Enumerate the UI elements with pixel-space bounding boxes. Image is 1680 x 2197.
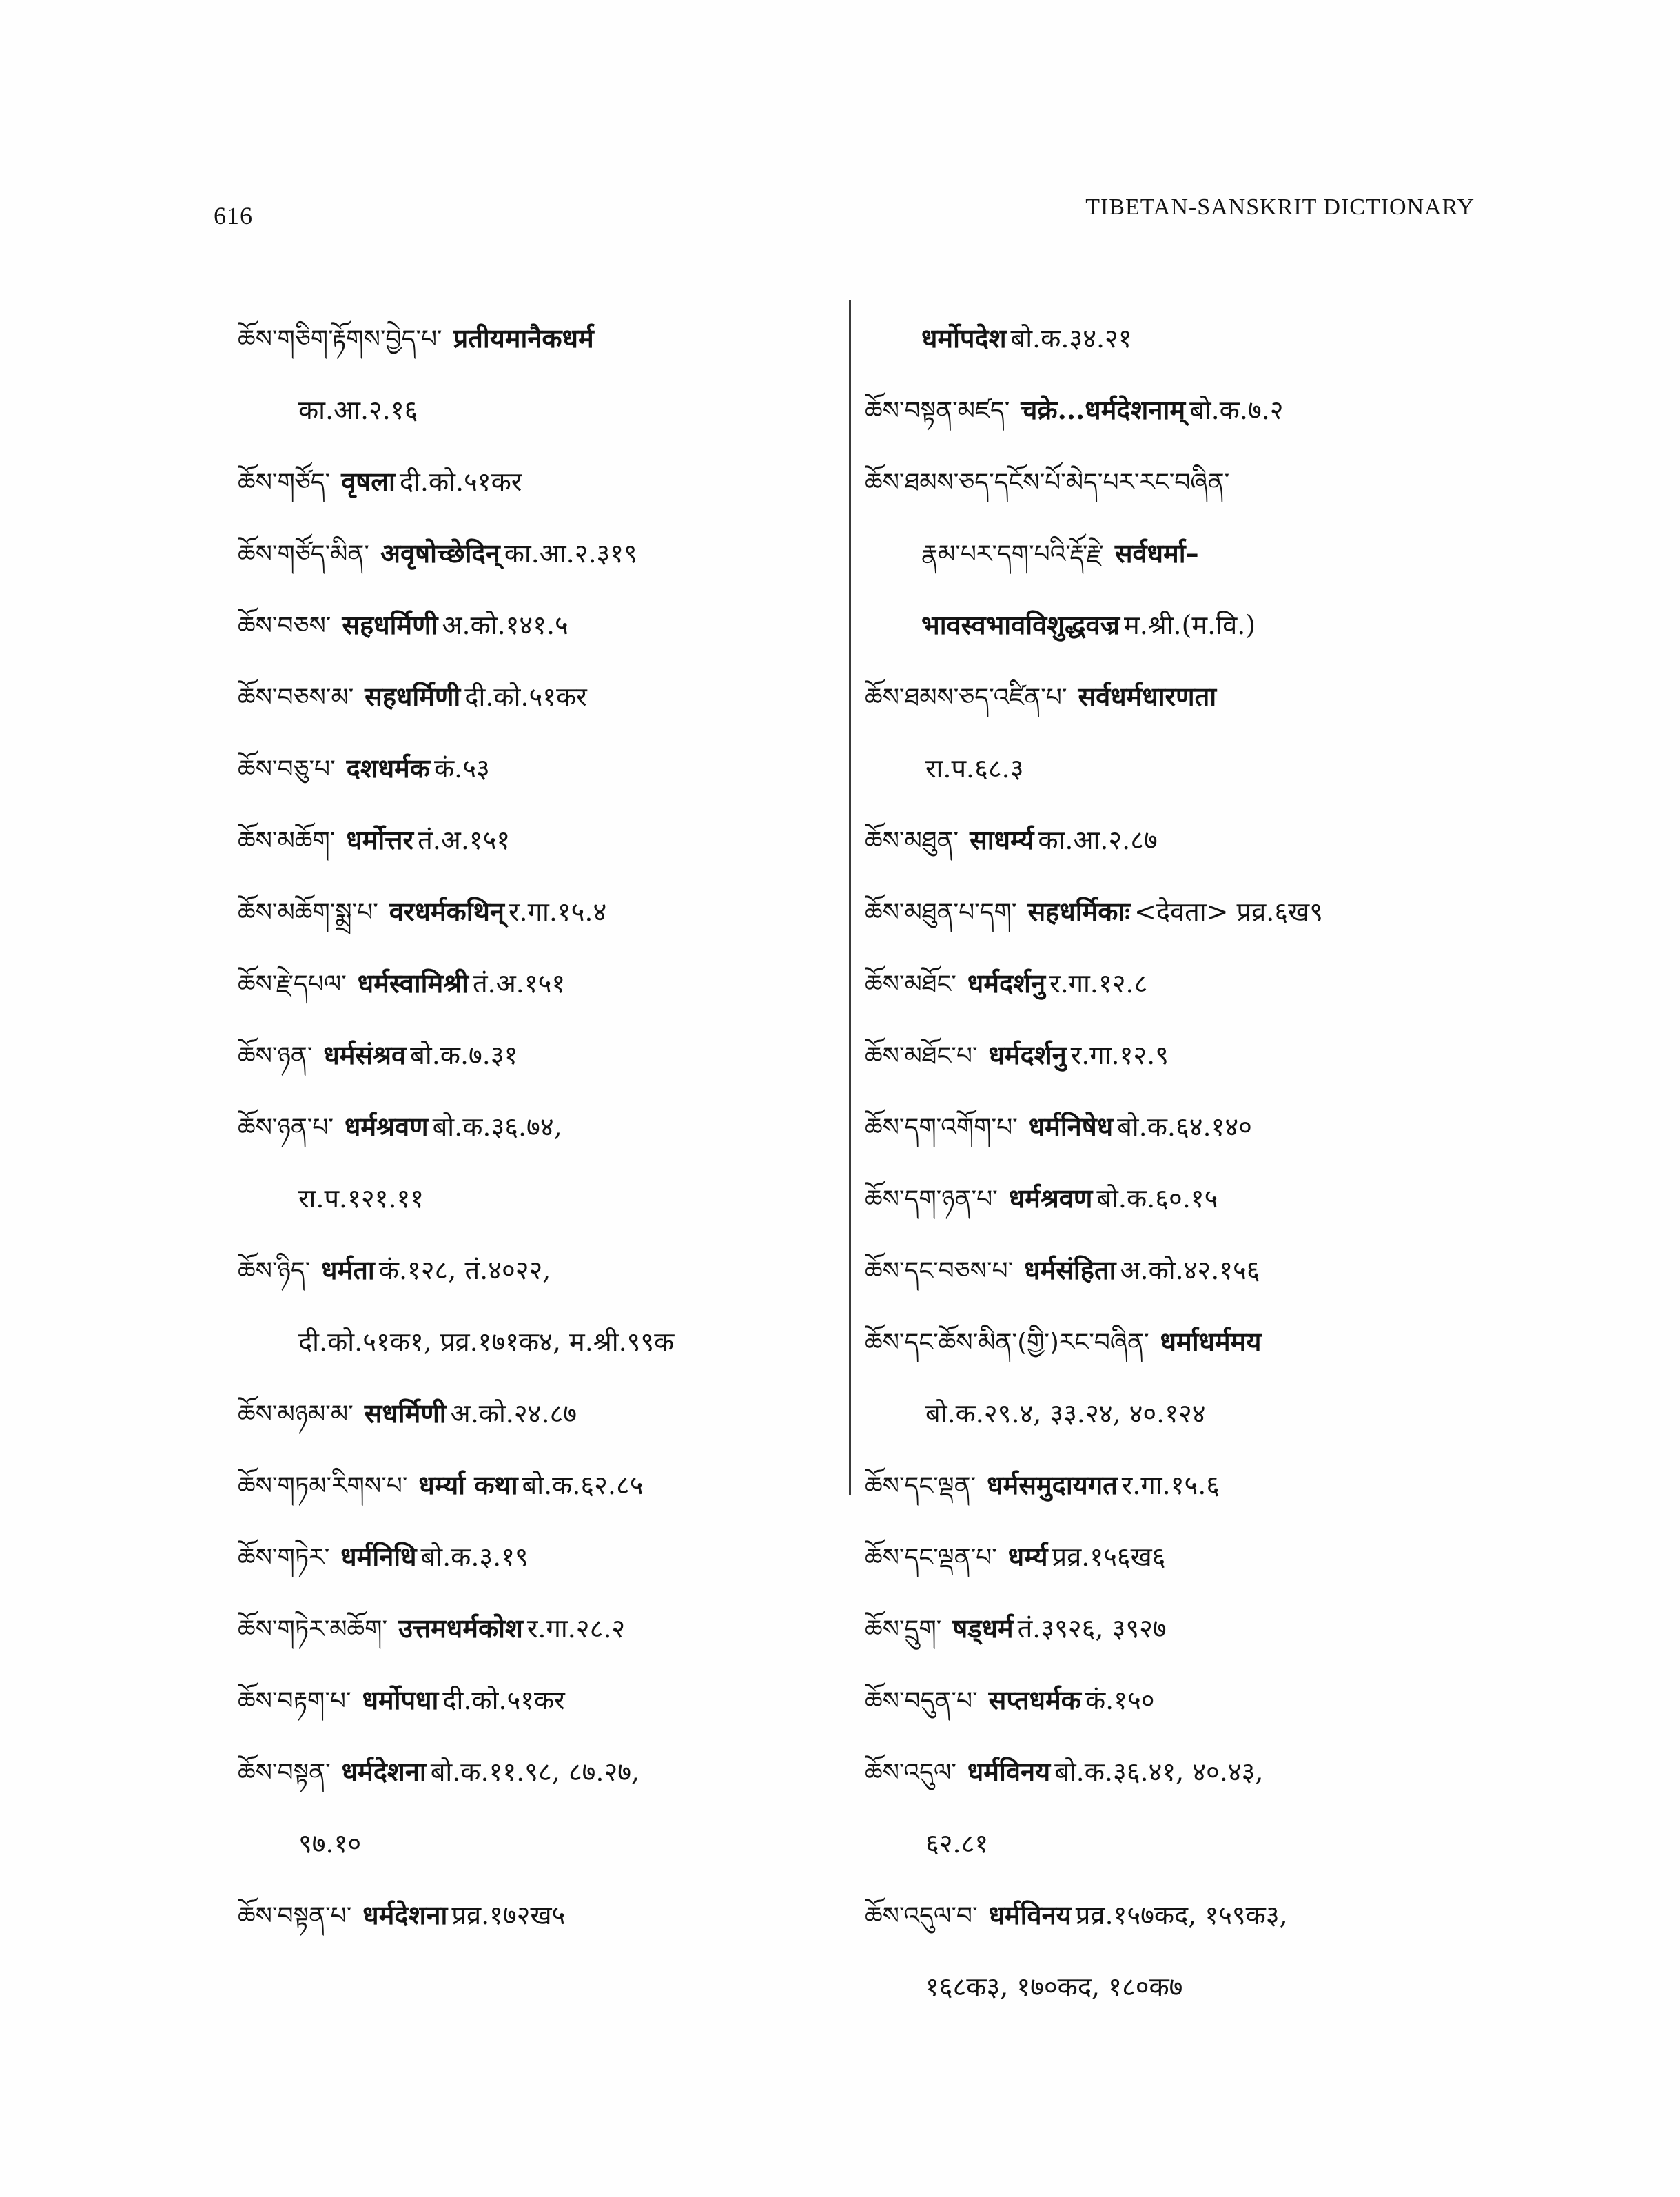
- entry-continuation: [865, 303, 1488, 375]
- sanskrit-equivalent: धर्मसंहिता: [1024, 1254, 1116, 1285]
- tibetan-headword: ཆོས་འདུལ་: [865, 1759, 956, 1787]
- source-reference: र.गा.१५.६: [1121, 1470, 1220, 1500]
- sanskrit-equivalent: वरधर्मकथिन्: [389, 896, 504, 927]
- source-reference: बो.क.६४.१४०: [1117, 1112, 1252, 1142]
- source-reference: अ.को.२४.८७: [450, 1398, 577, 1429]
- entry-continuation: [865, 733, 1488, 805]
- tibetan-headword: ཆོས་བཅུ་པ་: [238, 755, 336, 784]
- dictionary-entry: [238, 1020, 844, 1092]
- dictionary-entry: [865, 1737, 1488, 1808]
- tibetan-headword: ཆོས་བསྟན་: [238, 1759, 331, 1787]
- tibetan-headword: ཆོས་མཐོང་པ་: [865, 1042, 978, 1070]
- source-reference: बो.क.६२.८५: [522, 1470, 644, 1500]
- source-reference: दी.को.५१कर: [464, 682, 587, 712]
- sanskrit-equivalent: उत्तमधर्मकोश: [398, 1613, 523, 1644]
- source-reference: दी.को.५१कर: [399, 467, 522, 497]
- entry-continuation: [865, 590, 1488, 662]
- sanskrit-equivalent: धर्मता: [321, 1254, 375, 1285]
- sanskrit-equivalent: धर्मोपदेश: [921, 323, 1007, 354]
- dictionary-entry: [238, 518, 844, 590]
- tibetan-headword: ཆོས་ཐམས་ཅད་དངོས་པོ་མེད་པར་རང་བཞིན་: [865, 469, 1230, 497]
- dictionary-entry: [865, 1235, 1488, 1307]
- source-reference: रा.प.६८.३: [925, 753, 1024, 784]
- sanskrit-equivalent: सहधर्मिणी: [342, 609, 438, 640]
- tibetan-headword: ཆོས་མཐུན་པ་དག་: [865, 899, 1017, 927]
- source-reference: अ.को.१४१.५: [442, 610, 568, 640]
- source-reference: बो.क.७.३१: [410, 1040, 518, 1070]
- dictionary-entry: [865, 1307, 1488, 1378]
- dictionary-entry: [238, 948, 844, 1020]
- entry-continuation: [238, 1307, 844, 1378]
- sanskrit-equivalent: धर्मदर्शनु: [988, 1039, 1067, 1070]
- tibetan-headword: ཆོས་དང་ལྡན་: [865, 1472, 976, 1500]
- source-reference: ६२.८१: [925, 1828, 989, 1859]
- source-reference: का.आ.२.३१९: [504, 538, 637, 569]
- tibetan-headword: ཆོས་དང་ཆོས་མིན་(གྱི་)རང་བཞིན་: [865, 1329, 1149, 1357]
- dictionary-entry: [238, 1522, 844, 1593]
- tibetan-headword: ཆོས་བདུན་པ་: [865, 1687, 978, 1715]
- tibetan-headword: ཆོས་འདུལ་བ་: [865, 1902, 978, 1930]
- left-column: [238, 303, 844, 1952]
- tibetan-headword: ཆོས་དང་བཅས་པ་: [865, 1257, 1014, 1285]
- tibetan-headword: ཆོས་གཏེར་མཆོག་: [238, 1615, 388, 1644]
- source-reference: बो.क.३.१९: [420, 1542, 529, 1572]
- entry-continuation: [865, 1952, 1488, 2023]
- sanskrit-equivalent: षड्धर्म: [952, 1613, 1014, 1644]
- sanskrit-equivalent: धर्मविनय: [967, 1756, 1051, 1787]
- dictionary-entry: [865, 1665, 1488, 1737]
- sanskrit-equivalent: धर्मदर्शनु: [967, 968, 1046, 999]
- sanskrit-equivalent: धर्म्या कथा: [418, 1469, 518, 1500]
- tibetan-headword: ཆོས་ཉན་པ་: [238, 1114, 334, 1142]
- dictionary-entry: [865, 1522, 1488, 1593]
- source-reference: रा.प.१२१.११: [298, 1183, 424, 1214]
- sanskrit-equivalent: दशधर्मक: [346, 753, 430, 784]
- sanskrit-equivalent: चक्रे...धर्मदेशनाम्: [1021, 394, 1186, 425]
- tibetan-headword: ཆོས་གཏེར་: [238, 1544, 330, 1572]
- sanskrit-equivalent: धर्मोपधा: [362, 1684, 439, 1715]
- tibetan-headword: ཆོས་དང་ལྡན་པ་: [865, 1544, 997, 1572]
- source-reference: बो.क.३६.७४,: [432, 1112, 562, 1142]
- sanskrit-equivalent: धर्मसमुदायगत: [987, 1469, 1118, 1500]
- tibetan-headword: ཆོས་ཉན་: [238, 1042, 313, 1070]
- source-reference: तं.३९२६, ३९२७: [1017, 1613, 1167, 1644]
- dictionary-entry: [238, 1450, 844, 1522]
- tibetan-headword: ཆོས་དྲུག་: [865, 1615, 942, 1644]
- entry-continuation: [238, 1808, 844, 1880]
- dictionary-entry: [865, 877, 1488, 948]
- sanskrit-equivalent: भावस्वभावविशुद्धवज्र: [921, 609, 1120, 640]
- sanskrit-equivalent: धर्मस्वामिश्री: [357, 968, 469, 999]
- source-reference: प्रव्र.१७२ख५: [451, 1900, 566, 1930]
- dictionary-entry: [865, 1163, 1488, 1235]
- source-reference: तं.अ.१५१: [472, 968, 566, 999]
- tibetan-headword: ཆོས་བརྟག་པ་: [238, 1687, 351, 1715]
- source-reference: अ.को.४२.१५६: [1120, 1255, 1260, 1285]
- dictionary-entry: [238, 1737, 844, 1808]
- dictionary-entry: [865, 662, 1488, 733]
- tibetan-headword: ཆོས་རྗེ་དཔལ་: [238, 970, 347, 999]
- entry-continuation: [865, 1808, 1488, 1880]
- tibetan-headword: ཆོས་གཅིག་རྟོགས་བྱེད་པ་: [238, 325, 442, 354]
- source-reference: का.आ.२.१६: [298, 395, 418, 425]
- dictionary-entry: [865, 1020, 1488, 1092]
- running-title: TIBETAN-SANSKRIT DICTIONARY: [1085, 194, 1475, 220]
- tibetan-headword: རྣམ་པར་དག་པའི་རྡོ་རྗེ་: [921, 540, 1104, 569]
- tibetan-headword: ཆོས་ཐམས་ཅད་འཛིན་པ་: [865, 684, 1067, 712]
- source-reference: प्रव्र.१५६ख६: [1052, 1542, 1166, 1572]
- dictionary-entry: [238, 662, 844, 733]
- source-reference: प्रव्र.१५७कद, १५९क३,: [1075, 1900, 1288, 1930]
- sanskrit-equivalent: सधर्मिणी: [364, 1398, 447, 1429]
- entry-continuation: [238, 1163, 844, 1235]
- sanskrit-equivalent: सहधर्मिणी: [365, 681, 461, 712]
- sanskrit-equivalent: धर्मनिषेध: [1028, 1111, 1114, 1142]
- tibetan-headword: ཆོས་མཐོང་: [865, 970, 956, 999]
- sanskrit-equivalent: सप्तधर्मक: [988, 1684, 1081, 1715]
- dictionary-entry: [865, 1593, 1488, 1665]
- dictionary-entry: [238, 805, 844, 877]
- sanskrit-equivalent: अवृषोच्छेदिन्: [380, 538, 500, 569]
- sanskrit-equivalent: धर्मविनय: [988, 1899, 1072, 1930]
- right-column: [865, 303, 1488, 2023]
- source-reference: कं.१२८, तं.४०२२,: [378, 1255, 551, 1285]
- source-reference: दी.को.५१क१, प्रव्र.१७१क४, म.श्री.९९क: [298, 1327, 675, 1357]
- tibetan-headword: ཆོས་དག་ཉན་པ་: [865, 1185, 998, 1214]
- sanskrit-equivalent: धर्मश्रवण: [344, 1111, 429, 1142]
- sanskrit-equivalent: धर्मदेशना: [341, 1756, 427, 1787]
- sanskrit-equivalent: सहधर्मिकाः: [1027, 896, 1130, 927]
- source-reference: बो.क.३४.२१: [1010, 323, 1132, 354]
- dictionary-entry: [865, 1880, 1488, 1952]
- dictionary-entry: [865, 375, 1488, 447]
- source-reference: का.आ.२.८७: [1038, 825, 1158, 855]
- tibetan-headword: ཆོས་གཏམ་རིགས་པ་: [238, 1472, 408, 1500]
- dictionary-entry: [238, 303, 844, 375]
- dictionary-entry: [238, 1378, 844, 1450]
- tibetan-headword: ཆོས་མཆོག་: [238, 827, 336, 855]
- sanskrit-equivalent: धर्मोत्तर: [346, 824, 414, 855]
- sanskrit-equivalent: साधर्म्य: [970, 824, 1034, 855]
- source-reference: बो.क.२९.४, ३३.२४, ४०.१२४: [925, 1398, 1206, 1429]
- tibetan-headword: ཆོས་མཉམ་མ་: [238, 1400, 354, 1429]
- page-number: 616: [214, 202, 253, 229]
- sanskrit-equivalent: धर्मश्रवण: [1008, 1183, 1093, 1214]
- source-reference: १६८क३, १७०कद, १८०क७: [925, 1972, 1183, 2002]
- dictionary-entry: [865, 1450, 1488, 1522]
- tibetan-headword: ཆོས་མཐུན་: [865, 827, 959, 855]
- sanskrit-equivalent: धर्मसंश्रव: [323, 1039, 407, 1070]
- dictionary-entry: [238, 877, 844, 948]
- tibetan-headword: ཆོས་དག་འགོག་པ་: [865, 1114, 1018, 1142]
- dictionary-entry: [865, 948, 1488, 1020]
- source-reference: बो.क.३६.४१, ४०.४३,: [1054, 1757, 1264, 1787]
- source-reference: बो.क.११.९८, ८७.२७,: [430, 1757, 640, 1787]
- source-reference: कं.१५०: [1085, 1685, 1155, 1715]
- dictionary-entry: [238, 1235, 844, 1307]
- sanskrit-equivalent: धर्म्य: [1007, 1541, 1048, 1572]
- dictionary-entry: [865, 447, 1488, 518]
- dictionary-entry: [238, 1593, 844, 1665]
- dictionary-entry: [238, 1092, 844, 1163]
- dictionary-entry: [238, 733, 844, 805]
- entry-continuation: [865, 518, 1488, 590]
- tibetan-headword: ཆོས་ཉིད་: [238, 1257, 311, 1285]
- sanskrit-equivalent: धर्माधर्ममय: [1160, 1326, 1262, 1357]
- sanskrit-equivalent: प्रतीयमानैकधर्म: [453, 323, 594, 354]
- entry-continuation: [865, 1378, 1488, 1450]
- tibetan-headword: ཆོས་གཙོད་: [238, 469, 331, 497]
- dictionary-entry: [238, 590, 844, 662]
- tibetan-headword: ཆོས་བཅས་: [238, 612, 331, 640]
- source-reference: तं.अ.१५१: [418, 825, 511, 855]
- source-reference: र.गा.१२.९: [1070, 1040, 1169, 1070]
- entry-continuation: [238, 375, 844, 447]
- dictionary-entry: [238, 1880, 844, 1952]
- dictionary-entry: [865, 805, 1488, 877]
- sanskrit-equivalent: सर्वधर्मा–: [1114, 538, 1199, 569]
- dictionary-entry: [238, 447, 844, 518]
- source-reference: बो.क.६०.१५: [1096, 1183, 1218, 1214]
- sanskrit-equivalent: वृषला: [341, 466, 396, 497]
- tibetan-headword: ཆོས་བསྟན་པ་: [238, 1902, 352, 1930]
- sanskrit-equivalent: धर्मनिधि: [340, 1541, 417, 1572]
- tibetan-headword: ཆོས་བཅས་མ་: [238, 684, 354, 712]
- dictionary-entry: [238, 1665, 844, 1737]
- tibetan-headword: ཆོས་མཆོག་སྨྲ་པ་: [238, 899, 378, 927]
- source-reference: दी.को.५१कर: [442, 1685, 565, 1715]
- source-reference: र.गा.२८.२: [526, 1613, 626, 1644]
- sanskrit-equivalent: सर्वधर्मधारणता: [1078, 681, 1217, 712]
- page-header: [214, 194, 1475, 236]
- sanskrit-equivalent: धर्मदेशना: [362, 1899, 448, 1930]
- source-reference: बो.क.७.२: [1189, 395, 1284, 425]
- source-reference: म.श्री.(म.वि.): [1123, 610, 1256, 640]
- tibetan-headword: ཆོས་བསྟན་མཛད་: [865, 397, 1010, 425]
- tibetan-headword: ཆོས་གཙོད་མིན་: [238, 540, 369, 569]
- source-reference: <देवता> प्रव्र.६ख९: [1134, 897, 1323, 927]
- source-reference: र.गा.१५.४: [508, 897, 607, 927]
- source-reference: कं.५३: [433, 753, 490, 784]
- dictionary-entry: [865, 1092, 1488, 1163]
- source-reference: र.गा.१२.८: [1049, 968, 1148, 999]
- source-reference: ९७.१०: [298, 1828, 362, 1859]
- column-divider: [849, 300, 851, 1495]
